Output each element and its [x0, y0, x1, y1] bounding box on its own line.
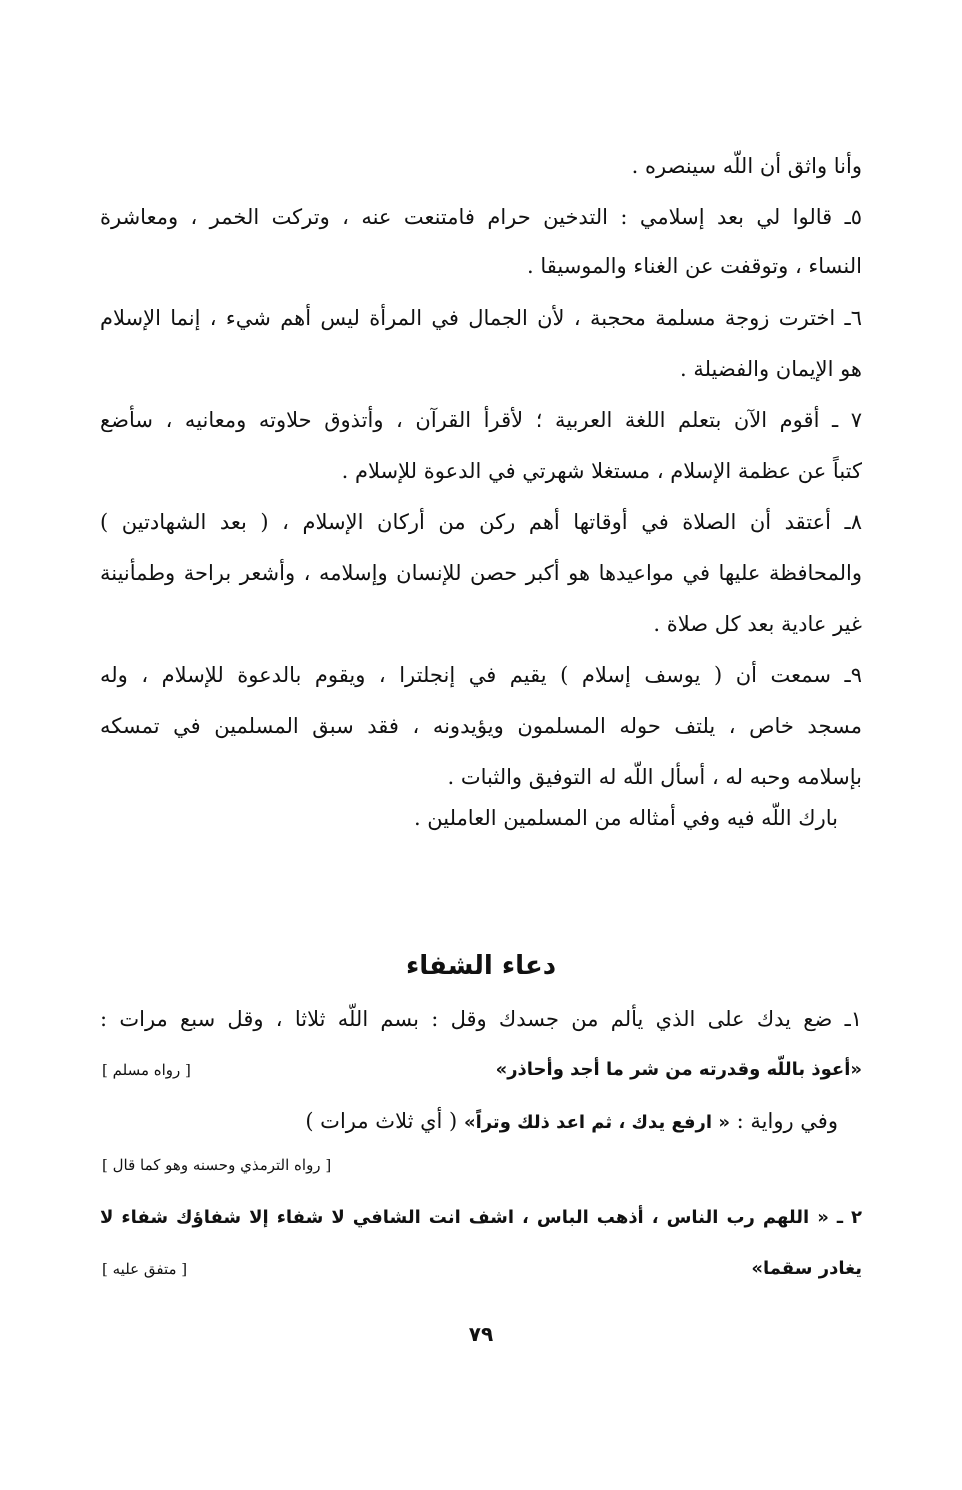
text-line: ٦ـ اخترت زوجة مسلمة محجبة ، لأن الجمال في المرأة ليس أهم شيء ، إنما الإسلام [100, 306, 862, 330]
text-line: ٧ ـ أقوم الآن بتعلم اللغة العربية ؛ لأقرأ القرآن ، وأتذوق حلاوته ومعانيه ، سأضع [100, 408, 862, 432]
dua-quote: ٢ ـ « اللهم رب الناس ، أذهب الباس ، اشف انت الشافي لا شفاء إلا شفاؤك شفاء لا [100, 1207, 862, 1228]
dua-variant [100, 1101, 838, 1143]
text-line: النساء ، وتوقفت عن الغناء والموسيقا . [526, 254, 862, 278]
page-number: ٧٩ [468, 1322, 494, 1346]
text-line: كتباً عن عظمة الإسلام ، مستغلا شهرتي في الدعوة للإسلام . [341, 459, 862, 483]
text-line: بارك اللّه فيه وفي أمثاله من المسلمين العاملين . [413, 806, 838, 830]
variant-prefix: وفي رواية : [729, 1109, 838, 1133]
source-citation: [ رواه مسلم ] [102, 1061, 191, 1079]
text-line: غير عادية بعد كل صلاة . [653, 612, 862, 636]
text-line: ٥ـ قالوا لي بعد إسلامي : التدخين حرام فامتنعت عنه ، وتركت الخمر ، ومعاشرة [100, 205, 862, 229]
section-heading: دعاء الشفاء [405, 951, 557, 981]
text-line: ٨ـ أعتقد أن الصلاة في أوقاتها أهم ركن من أركان الإسلام ، ( بعد الشهادتين ) [100, 510, 862, 534]
text-line: وأنا واثق أن اللّه سينصره . [631, 154, 862, 178]
text-line: هو الإيمان والفضيلة . [680, 357, 862, 381]
text-line: والمحافظة عليها في مواعيدها هو أكبر حصن للإنسان وإسلامه ، وأشعر براحة وطمأنينة [100, 561, 862, 585]
dua-quote: يغادر سقما» [751, 1258, 862, 1279]
source-citation: [ متفق عليه ] [102, 1260, 188, 1278]
source-citation: [ رواه الترمذي وحسنه وهو كما قال ] [102, 1156, 332, 1174]
dua-line: ١ـ ضع يدك على الذي يألم من جسدك وقل : بسم اللّه ثلاثا ، وقل سبع مرات : [100, 1007, 862, 1031]
text-line: مسجد خاص ، يلتف حوله المسلمون ويؤيدونه ، فقد سبق المسلمين في تمسكه [100, 714, 862, 738]
text-line: ٩ـ سمعت أن ( يوسف إسلام ) يقيم في إنجلترا ، ويقوم بالدعوة للإسلام ، وله [100, 663, 862, 687]
variant-suffix: ( أي ثلاث مرات ) [305, 1109, 464, 1133]
text-line: بإسلامه وحبه له ، أسأل اللّه له التوفيق والثبات . [447, 765, 862, 789]
variant-quote: « ارفع يدك ، ثم اعد ذلك وتراً» [463, 1112, 730, 1133]
dua-quote: «أعوذ باللّه وقدرته من شر ما أجد وأحاذر» [495, 1059, 862, 1080]
